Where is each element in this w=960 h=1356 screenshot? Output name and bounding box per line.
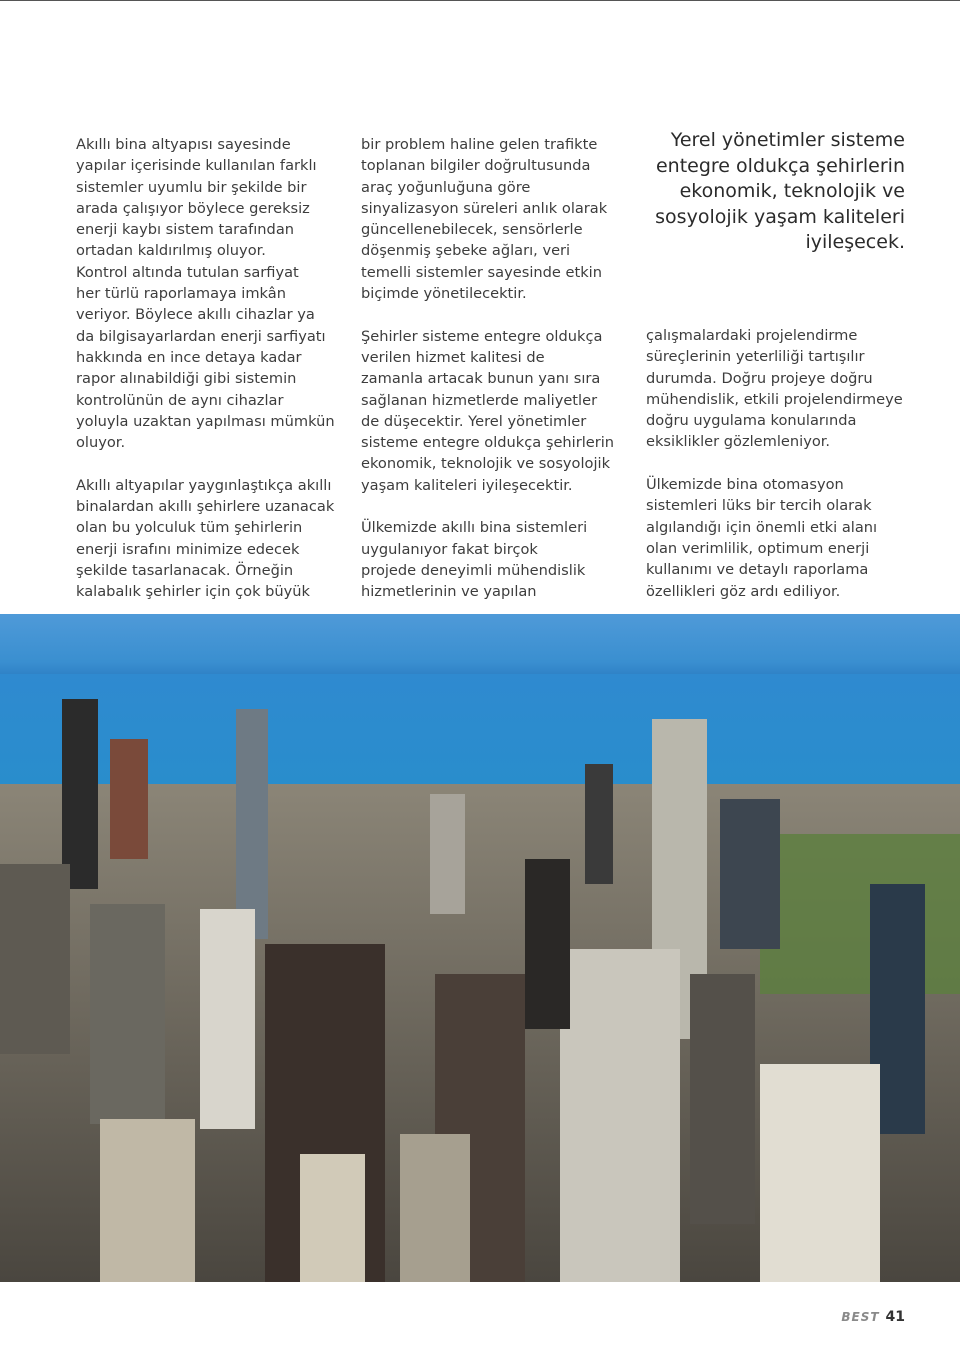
paragraph: Ülkemizde bina otomasyon sistemleri lüks bir tercih olarak algılandığı için önemli etki alanı olan verimlilik, optimum enerji kullanımı ve detaylı raporlama özellikleri göz ardı ediliyor. [646, 476, 878, 600]
top-rule [0, 0, 960, 1]
pull-quote: Yerel yönetimler sisteme entegre oldukça şehirlerin ekonomik, teknolojik ve sosyolojik yaşam kaliteleri iyileşecek. [655, 129, 905, 253]
article-column-2 [361, 134, 626, 603]
city-skyline-photo [0, 614, 960, 1282]
paragraph: çalışmalardaki projelendirme süreçlerinin yeterliliği tartışılır durumda. Doğru projeye doğru mühendislik, etkili projelendirmeye doğru uygulama konularında eksiklikler gözlemleniyor. [646, 327, 903, 451]
article-column-3 [646, 325, 916, 602]
paragraph: bir problem haline gelen trafikte toplanan bilgiler doğrultusunda araç yoğunluğuna göre sinyalizasyon süreleri anlık olarak güncellenebilecek, sensörlerle döşenmiş şebeke ağları, veri temelli sistemler sayesinde etkin biçimde yönetilecektir. [361, 136, 608, 303]
article-column-1 [76, 134, 346, 603]
paragraph: Şehirler sisteme entegre oldukça verilen hizmet kalitesi de zamanla artacak bunun yanı sıra sağlanan hizmetlerde maliyetler de düşecektir. Yerel yönetimler sisteme entegre oldukça şehirlerin ekonomik, teknolojik ve sosyolojik yaşam kaliteleri iyileşecektir. [361, 327, 615, 494]
paragraph: Akıllı bina altyapısı sayesinde yapılar içerisinde kullanılan farklı sistemler uyumlu bir şekilde bir arada çalışıyor böylece gereksiz enerji kaybı sistem tarafından ortadan kaldırılmış oluyor. Kontrol altında tutulan sarfiyat her türlü raporlamaya imkân veriyor. Böylece akıllı cihazlar ya da bilgisayarlardan enerji sarfiyatı hakkında en ince detaya kadar rapor alınabildiği gibi sistemin kontrolünün de aynı cihazlar yoluyla uzaktan yapılması mümkün oluyor. [76, 136, 335, 452]
magazine-brand: BEST [841, 1310, 880, 1324]
page-footer [841, 1309, 905, 1325]
page-number: 41 [885, 1309, 905, 1325]
paragraph: Ülkemizde akıllı bina sistemleri uygulanıyor fakat birçok projede deneyimli mühendislik hizmetlerinin ve yapılan [361, 519, 588, 601]
paragraph: Akıllı altyapılar yaygınlaştıkça akıllı binalardan akıllı şehirlere uzanacak olan bu yolculuk tüm şehirlerin enerji israfını minimize edecek şekilde tasarlanacak. Örneğin kalabalık şehirler için çok büyük [76, 476, 335, 601]
